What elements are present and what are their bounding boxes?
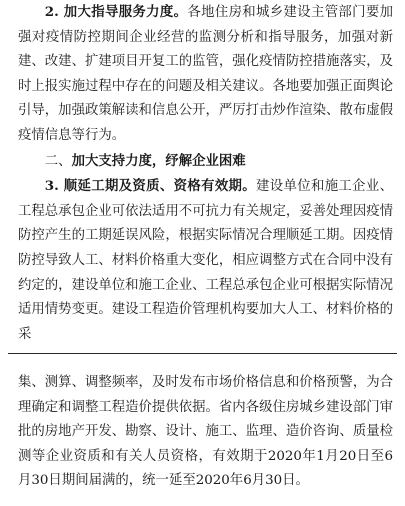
paragraph-body-deadline: 建设单位和施工企业、工程总承包企业可依法适用不可抗力有关规定，妥善处理因疫情防控产生的工期延误风险，根据实际情况合理顺延工期。因疫情防控导致人工、材料价格重大变化，相应调整方式在合同中没有约定的，建设单位和施工企业、工程总承包企业可根据实际情况适用情势变更。建设工程造价管理机构要加大人工、材料价格的采 [18,179,394,342]
paragraph-deadline-continued: 集、测算、调整频率，及时发布市场价格信息和价格预警，为合理确定和调整工程造价提供依据。省内各级住房城乡建设部门审批的房地产开发、勘察、设计、施工、监理、造价咨询、质量检测等企业资质和有关人员资格，有效期于2020年1月20日至6月30日期间届满的，统一延至2020年6月30日。 [18,375,393,489]
section-title: 加大支持力度，纾解企业困难 [71,152,246,169]
section-number: 二、 [44,153,72,169]
paragraph-lead-deadline: 3. 顺延工期及资质、资格有效期。 [44,178,257,195]
paragraph-deadline-extension [18,174,393,347]
page-divider [8,353,397,354]
paragraph-guidance-service [18,0,393,149]
lower-text-block [18,371,393,494]
section-heading-support [18,149,393,175]
paragraph-body-guidance: 各地住房和城乡建设主管部门要加强对疫情防控期间企业经营的监测分析和指导服务，加强对新建、改建、扩建项目开复工的监管，强化疫情防控措施落实，及时上报实施过程中存在的问题及相关建议。各地要加强正面舆论引导，加强政策解读和信息公开，严厉打击炒作渲染、散布虚假疫情信息等行为。 [18,5,394,143]
paragraph-lead-guidance: 2. 加大指导服务力度。 [44,4,188,20]
upper-text-block [18,0,393,347]
